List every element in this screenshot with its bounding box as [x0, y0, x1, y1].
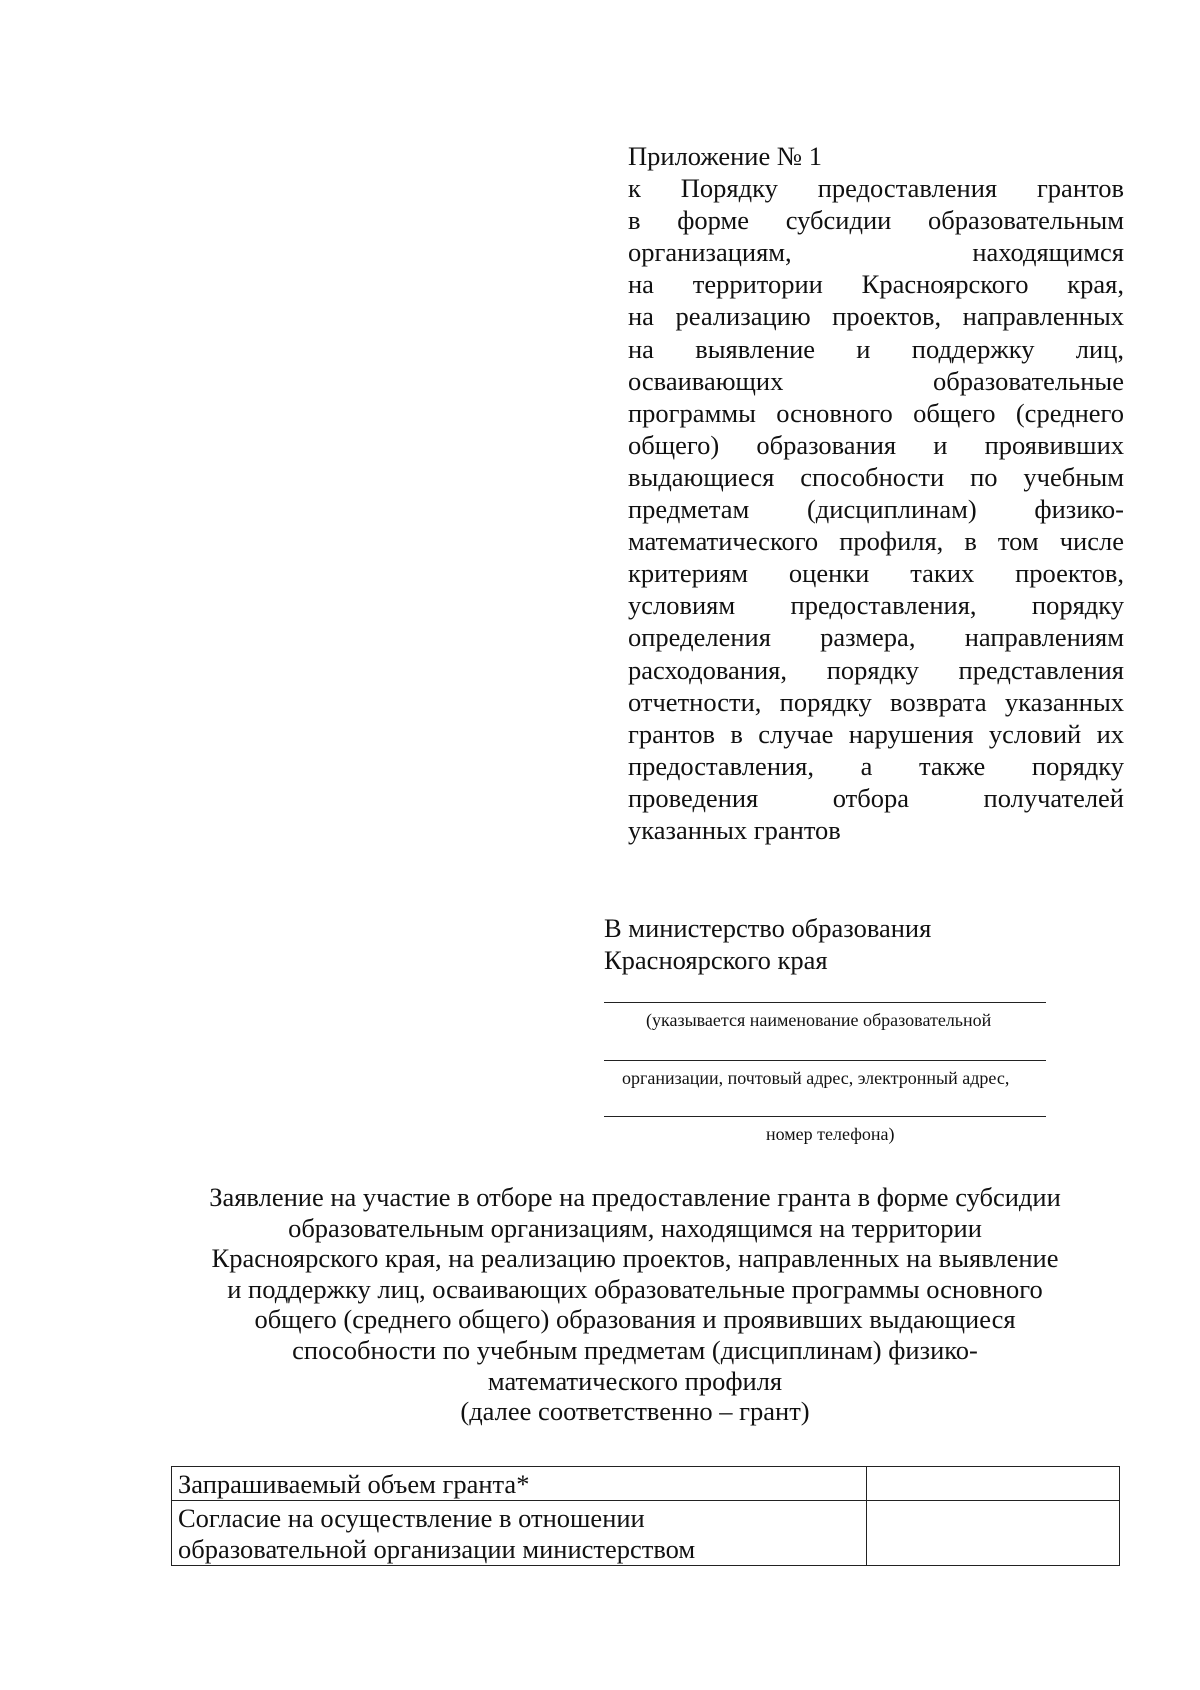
table-cell-value[interactable] — [866, 1467, 1119, 1501]
appendix-line: на выявление и поддержку лиц, — [628, 333, 1124, 364]
appendix-line: расходования, порядку представления — [628, 654, 1124, 685]
appendix-line: критериям оценки таких проектов, — [628, 558, 1124, 589]
appendix-line: математического профиля, в том числе — [628, 526, 1124, 557]
appendix-line: организациям, находящимся — [628, 237, 1124, 268]
appendix-line: проведения отбора получателей — [628, 782, 1124, 813]
table-cell-label: Запрашиваемый объем гранта* — [172, 1467, 867, 1501]
appendix-title: Приложение № 1 — [628, 141, 823, 171]
table-cell-label — [172, 1501, 867, 1566]
table-cell-label-line: Согласие на осуществление в отношении — [178, 1503, 645, 1533]
appendix-line: общего) образования и проявивших — [628, 429, 1124, 460]
appendix-line: к Порядку предоставления грантов — [628, 173, 1124, 204]
heading-line: способности по учебным предметам (дисциплинам) физико- — [292, 1334, 978, 1365]
table-cell-value[interactable] — [866, 1501, 1119, 1566]
appendix-line: в форме субсидии образовательным — [628, 205, 1124, 236]
application-table — [171, 1466, 1120, 1566]
fill-caption: (указывается наименование образовательной — [646, 1010, 992, 1030]
table-row — [172, 1501, 1120, 1566]
heading-line: образовательным организациям, находящимся на территории — [288, 1212, 982, 1243]
table-cell-label-line: образовательной организации министерством — [178, 1534, 696, 1564]
heading-line: математического профиля — [487, 1365, 783, 1396]
heading-line: Красноярского края, на реализацию проектов, направленных на выявление — [211, 1243, 1059, 1274]
appendix-line: определения размера, направлениям — [628, 622, 1124, 653]
fill-line — [604, 1002, 1046, 1003]
heading-line: общего (среднего общего) образования и проявивших выдающиеся — [254, 1304, 1016, 1335]
fill-line — [604, 1116, 1046, 1117]
appendix-line: выдающиеся способности по учебным — [628, 461, 1124, 492]
appendix-line: осваивающих образовательные — [628, 365, 1124, 396]
appendix-line: предметам (дисциплинам) физико- — [628, 494, 1124, 525]
appendix-line: на реализацию проектов, направленных — [628, 301, 1124, 332]
appendix-line: отчетности, порядку возврата указанных — [628, 686, 1124, 717]
appendix-line: предоставления, а также порядку — [628, 750, 1124, 781]
addressee-line: В министерство образования — [604, 913, 932, 943]
appendix-line: условиям предоставления, порядку — [628, 590, 1124, 621]
heading-line: Заявление на участие в отборе на предоставление гранта в форме субсидии — [209, 1182, 1061, 1212]
application-heading — [130, 1182, 1140, 1427]
heading-line: и поддержку лиц, осваивающих образовательные программы основного — [227, 1273, 1043, 1304]
appendix-line: грантов в случае нарушения условий их — [628, 718, 1124, 749]
addressee-line: Красноярского края — [604, 945, 828, 975]
appendix-block — [628, 140, 1124, 846]
fill-caption: организации, почтовый адрес, электронный адрес, — [622, 1068, 1010, 1088]
heading-line: (далее соответственно – грант) — [460, 1396, 810, 1427]
fill-caption: номер телефона) — [766, 1124, 895, 1144]
appendix-line: на территории Красноярского края, — [628, 269, 1124, 300]
addressee-block — [604, 912, 1044, 976]
fill-line — [604, 1060, 1046, 1061]
appendix-line: программы основного общего (среднего — [628, 397, 1124, 428]
appendix-line: указанных грантов — [628, 814, 841, 845]
table-row — [172, 1467, 1120, 1501]
